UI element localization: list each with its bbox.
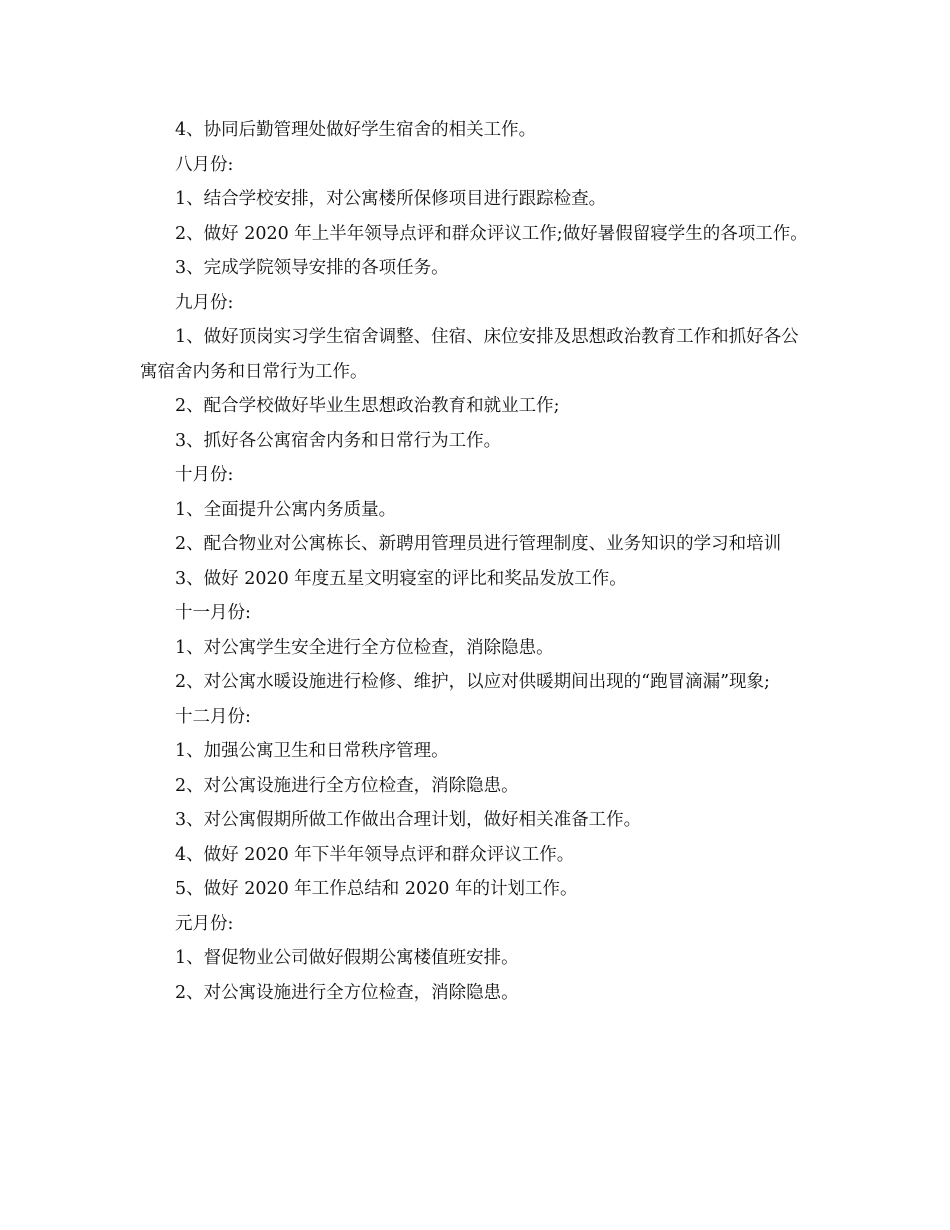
paragraph: 2、做好 2020 年上半年领导点评和群众评议工作;做好暑假留寝学生的各项工作。 xyxy=(175,223,808,244)
paragraph: 2、对公寓设施进行全方位检查，消除隐患。 xyxy=(175,775,519,796)
document-body xyxy=(140,113,816,1010)
paragraph: 3、抓好各公寓宿舍内务和日常行为工作。 xyxy=(175,430,502,451)
month-heading: 元月份: xyxy=(175,913,234,934)
paragraph: 4、协同后勤管理处做好学生宿舍的相关工作。 xyxy=(175,120,537,140)
paragraph: 1、做好顶岗实习学生宿舍调整、住宿、床位安排及思想政治教育工作和抓好各公寓宿舍内务和日常行为工作。 xyxy=(140,327,799,382)
paragraph: 2、配合物业对公寓栋长、新聘用管理员进行管理制度、业务知识的学习和培训 xyxy=(175,534,782,554)
month-heading: 十月份: xyxy=(175,465,234,485)
paragraph: 2、对公寓设施进行全方位检查，消除隐患。 xyxy=(175,982,519,1003)
paragraph: 5、做好 2020 年工作总结和 2020 年的计划工作。 xyxy=(175,879,578,899)
paragraph: 4、做好 2020 年下半年领导点评和群众评议工作。 xyxy=(175,844,575,865)
month-heading: 十一月份: xyxy=(175,603,251,623)
month-heading: 九月份: xyxy=(175,292,234,313)
paragraph: 3、完成学院领导安排的各项任务。 xyxy=(175,258,449,278)
paragraph: 1、对公寓学生安全进行全方位检查，消除隐患。 xyxy=(175,637,554,658)
month-heading: 十二月份: xyxy=(175,706,251,727)
paragraph: 3、对公寓假期所做工作做出合理计划，做好相关准备工作。 xyxy=(175,810,642,830)
paragraph: 1、督促物业公司做好假期公寓楼值班安排。 xyxy=(175,948,519,968)
paragraph: 3、做好 2020 年度五星文明寝室的评比和奖品发放工作。 xyxy=(175,568,627,589)
paragraph: 2、对公寓水暖设施进行检修、维护，以应对供暖期间出现的“跑冒滴漏”现象; xyxy=(175,672,770,692)
paragraph: 1、全面提升公寓内务质量。 xyxy=(175,499,397,520)
paragraph: 2、配合学校做好毕业生思想政治教育和就业工作; xyxy=(175,396,560,416)
paragraph: 1、加强公寓卫生和日常秩序管理。 xyxy=(175,741,449,761)
month-heading: 八月份: xyxy=(175,154,234,175)
paragraph: 1、结合学校安排，对公寓楼所保修项目进行跟踪检查。 xyxy=(175,189,607,209)
